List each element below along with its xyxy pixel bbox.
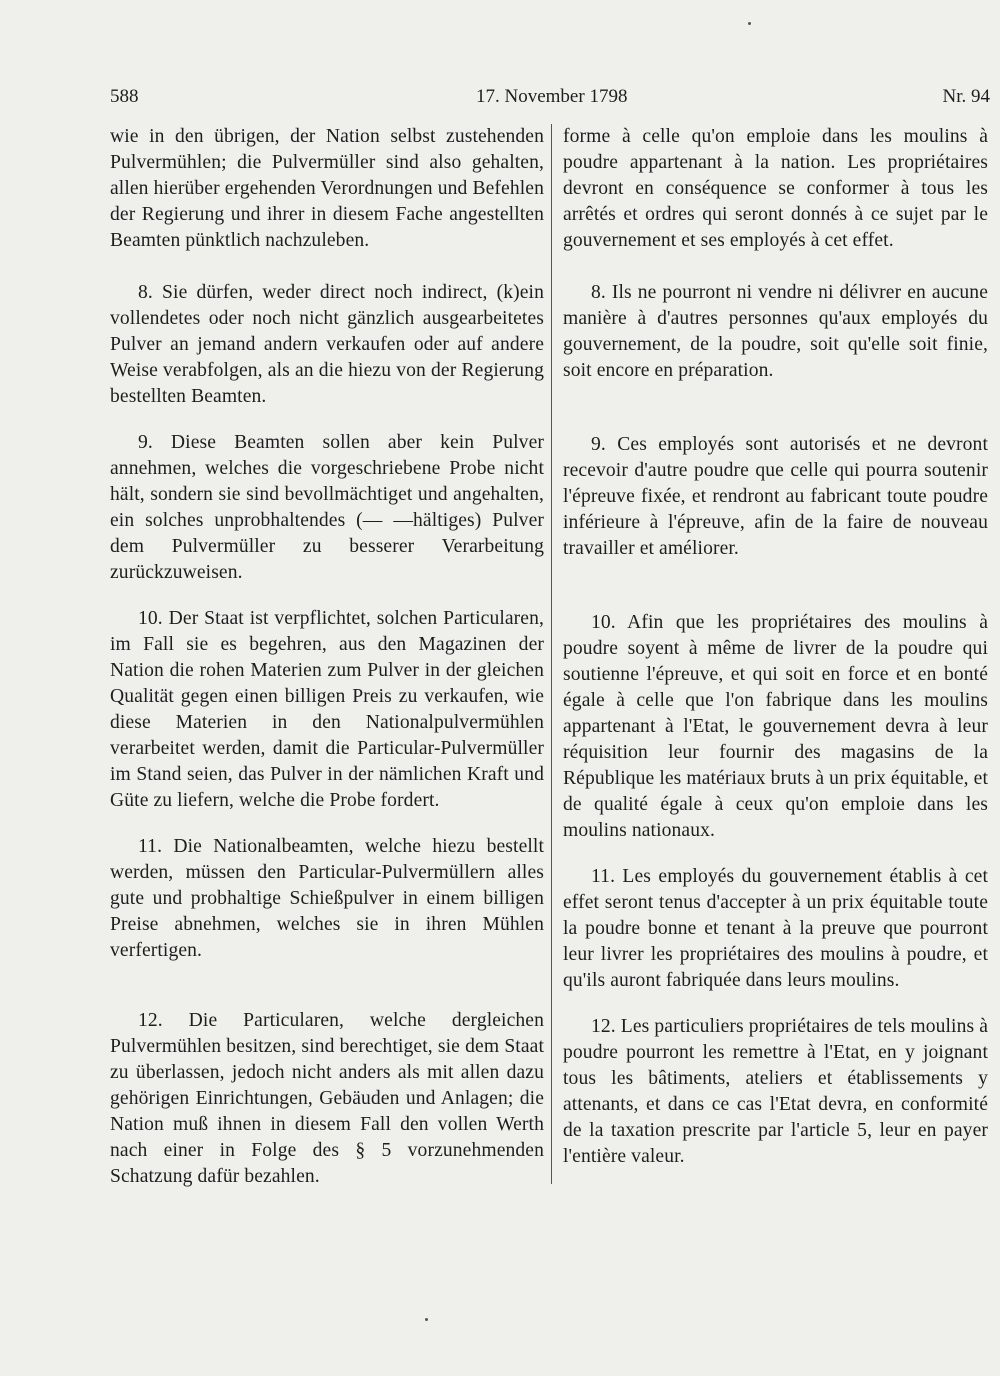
paper-speck bbox=[425, 1318, 428, 1321]
german-paragraph-10: 10. Der Staat ist verpflichtet, solchen Particularen, im Fall sie es begehren, aus den Magazinen der Nation die rohen Materien zum Pulver in der gleichen Qualität gegen einen billigen Preis zu verkaufen, wie diese Materien in den Nationalpulvermühlen verarbeitet werden, damit die Particular-Pulvermüller im Stand seien, das Pulver in der nämlichen Kraft und Güte zu liefern, welche die Probe fordert. bbox=[110, 608, 544, 811]
german-paragraph-12: 12. Die Particularen, welche dergleichen Pulvermühlen besitzen, sind berechtiget, sie dem Staat zu überlassen, jedoch nicht anders als mit allen dazu gehörigen Einrichtungen, Gebäuden und Anlagen; die Nation muß ihnen in diesem Fall den vollen Werth nach einer in Folge des § 5 vorzunehmenden Schatzung dafür bezahlen. bbox=[110, 1010, 544, 1187]
french-paragraph-8: 8. Ils ne pourront ni vendre ni délivrer en aucune manière à d'autres personnes qu'aux employés du gouvernement, de la poudre, soit qu'elle soit finie, soit encore en préparation. bbox=[563, 282, 988, 381]
german-column bbox=[110, 124, 544, 1190]
german-paragraph-continuation: wie in den übrigen, der Nation selbst zustehenden Pulvermühlen; die Pulvermüller sind also gehalten, allen hierüber ergehenden Verordnungen und Befehlen der Regierung und ihrer in diesem Fache angestellten Beamten pünktlich nachzuleben. bbox=[110, 126, 544, 251]
french-paragraph-continuation: forme à celle qu'on emploie dans les moulins à poudre appartenant à la nation. Les propriétaires devront en conséquence se conformer à tous les arrêtés et ordres qui seront donnés à ce sujet par le gouvernement et ses employés à cet effet. bbox=[563, 126, 988, 251]
french-paragraph-10: 10. Afin que les propriétaires des moulins à poudre soyent à même de livrer de la poudre qui soutienne l'épreuve, et qui soit en force et en bonté égale à celle que l'on fabrique dans les moulins appartenant à l'Etat, le gouvernement devra à leur réquisition leur fournir des magasins de la République les matériaux bruts à un prix équitable, et de qualité égale à ceux qu'on emploie dans les moulins nationaux. bbox=[563, 612, 988, 841]
french-paragraph-9: 9. Ces employés sont autorisés et ne devront recevoir d'autre poudre que celle qui pourra soutenir l'épreuve fixée, et rendront au fabricant toute poudre inférieure à l'épreuve, afin de la faire de nouveau travailler et améliorer. bbox=[563, 434, 988, 559]
french-paragraph-11: 11. Les employés du gouvernement établis à cet effet seront tenus d'accepter à un prix équitable toute la poudre bonne et tenant à la preuve que pourront leur livrer les propriétaires des moulins à poudre, et qu'ils auront fabriquée dans leurs moulins. bbox=[563, 866, 988, 991]
french-paragraph-12: 12. Les particuliers propriétaires de tels moulins à poudre pourront les remettre à l'Etat, en y joignant tous les bâtiments, ateliers et établissements y attenants, et dans ce cas l'Etat devra, en conformité de la taxation prescrite par l'article 5, leur en payer l'entière valeur. bbox=[563, 1016, 988, 1167]
page-number: 588 bbox=[110, 86, 139, 107]
paper-speck bbox=[748, 22, 751, 25]
german-paragraph-8: 8. Sie dürfen, weder direct noch indirect, (k)ein vollendetes oder noch nicht gänzlich ausgearbeitetes Pulver an jemand andern verkaufen oder auf andere Weise verabfolgen, als an die hiezu von der Regierung bestellten Beamten. bbox=[110, 282, 544, 407]
document-number: Nr. 94 bbox=[942, 86, 990, 107]
column-divider bbox=[551, 124, 552, 1184]
page-header bbox=[110, 86, 990, 114]
german-paragraph-9: 9. Diese Beamten sollen aber kein Pulver annehmen, welches die vorgeschriebene Probe nicht hält, sondern sie sind bevollmächtiget und angehalten, ein solches unprobhaltendes (— —hältiges) Pulver dem Pulvermüller zu besserer Verarbeitung zurückzuweisen. bbox=[110, 432, 544, 583]
german-paragraph-11: 11. Die Nationalbeamten, welche hiezu bestellt werden, müssen den Particular-Pulvermüllern alles gute und probhaltige Schießpulver in einem billigen Preise abnehmen, welches sie in ihren Mühlen verfertigen. bbox=[110, 836, 544, 961]
document-date: 17. November 1798 bbox=[476, 86, 628, 107]
french-column bbox=[563, 124, 988, 1170]
